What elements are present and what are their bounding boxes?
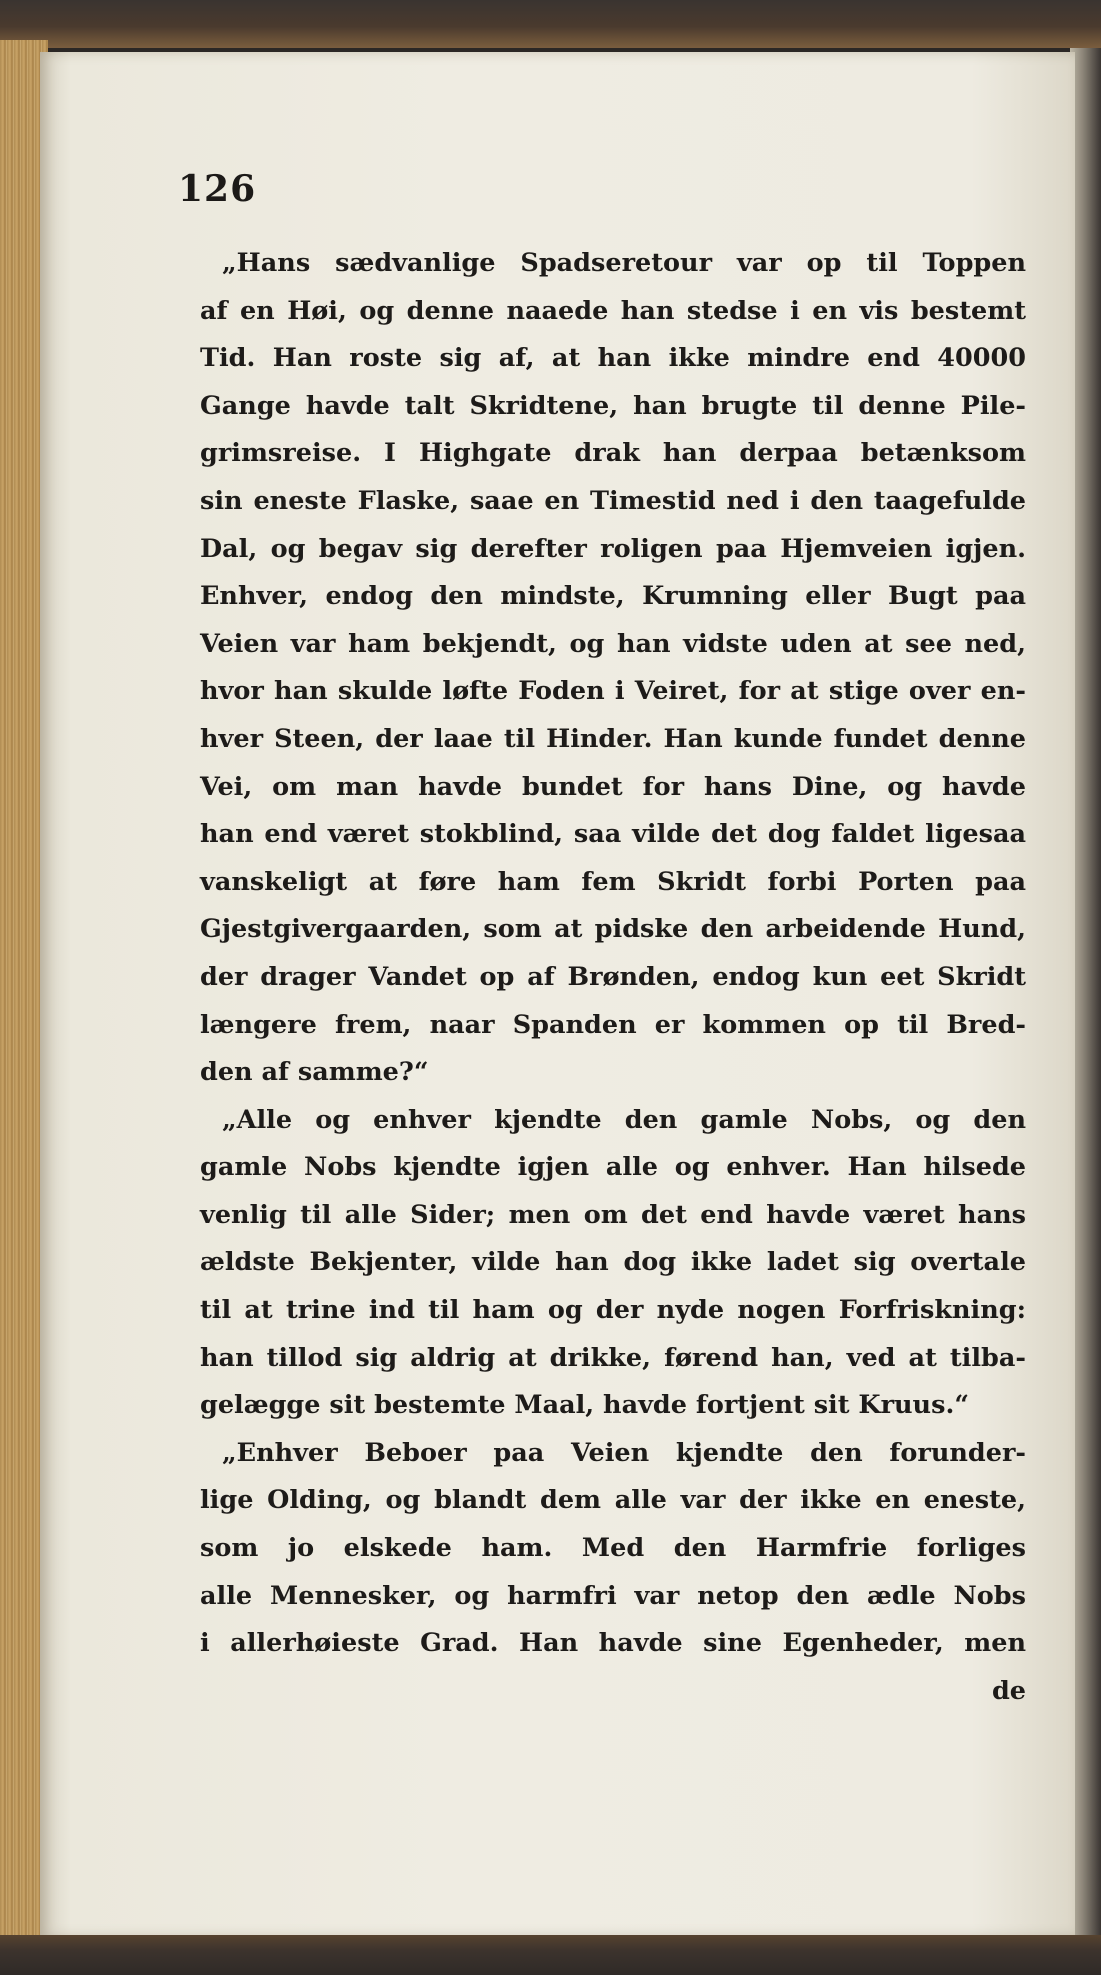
text-line: vanskeligt at føre ham fem Skridt forbi Porten paa bbox=[200, 866, 1026, 897]
text-line: gamle Nobs kjendte igjen alle og enhver. Han hilsede bbox=[200, 1152, 1026, 1183]
text-line: „Hans sædvanlige Spadseretour var op til Toppen bbox=[222, 248, 1026, 278]
text-line: gelægge sit bestemte Maal, havde fortjent sit Kruus.“ bbox=[200, 1390, 969, 1421]
text-line: ældste Bekjenter, vilde han dog ikke ladet sig overtale bbox=[200, 1247, 1026, 1278]
text-line: venlig til alle Sider; men om det end havde været hans bbox=[200, 1199, 1026, 1230]
text-line: grimsreise. I Highgate drak han derpaa betænksom bbox=[200, 438, 1026, 469]
text-line: Tid. Han roste sig af, at han ikke mindre end 40000 bbox=[200, 343, 1026, 374]
text-line: af en Høi, og denne naaede han stedse i en vis bestemt bbox=[200, 295, 1026, 326]
text-line: i allerhøieste Grad. Han havde sine Egenheder, men bbox=[200, 1628, 1026, 1659]
catchword: de bbox=[991, 1675, 1026, 1706]
text-line: „Alle og enhver kjendte den gamle Nobs, og den bbox=[222, 1104, 1026, 1135]
text-line: alle Mennesker, og harmfri var netop den ædle Nobs bbox=[200, 1580, 1026, 1611]
text-line: til at trine ind til ham og der nyde nogen Forfriskning: bbox=[200, 1295, 1026, 1326]
book-binding-top bbox=[0, 0, 1101, 48]
text-line: Dal, og begav sig derefter roligen paa Hjemveien igjen. bbox=[200, 533, 1026, 564]
text-line: længere frem, naar Spanden er kommen op til Bred- bbox=[200, 1009, 1026, 1040]
text-line: den af samme?“ bbox=[200, 1057, 429, 1088]
body-text bbox=[200, 240, 1026, 1715]
text-line: Veien var ham bekjendt, og han vidste uden at see ned, bbox=[200, 628, 1026, 659]
text-line: „Enhver Beboer paa Veien kjendte den forunder- bbox=[222, 1437, 1026, 1468]
text-line: der drager Vandet op af Brønden, endog kun eet Skridt bbox=[200, 961, 1026, 992]
text-line: sin eneste Flaske, saae en Timestid ned i den taagefulde bbox=[200, 485, 1026, 516]
text-line: Gange havde talt Skridtene, han brugte til denne Pile- bbox=[200, 390, 1026, 421]
text-line: som jo elskede ham. Med den Harmfrie forliges bbox=[200, 1533, 1026, 1564]
text-line: Enhver, endog den mindste, Krumning eller Bugt paa bbox=[200, 581, 1026, 612]
book-binding-bottom bbox=[0, 1935, 1101, 1975]
text-line: hver Steen, der laae til Hinder. Han kunde fundet denne bbox=[200, 723, 1026, 754]
text-line: han tillod sig aldrig at drikke, førend han, ved at tilba- bbox=[200, 1342, 1026, 1373]
text-line: Vei, om man havde bundet for hans Dine, og havde bbox=[200, 771, 1026, 802]
text-line: han end været stokblind, saa vilde det dog faldet ligesaa bbox=[200, 819, 1026, 850]
text-line: Gjestgivergaarden, som at pidske den arbeidende Hund, bbox=[200, 914, 1026, 945]
page-number: 126 bbox=[178, 168, 257, 210]
text-line: lige Olding, og blandt dem alle var der ikke en eneste, bbox=[200, 1485, 1026, 1516]
text-line: hvor han skulde løfte Foden i Veiret, for at stige over en- bbox=[200, 676, 1026, 707]
